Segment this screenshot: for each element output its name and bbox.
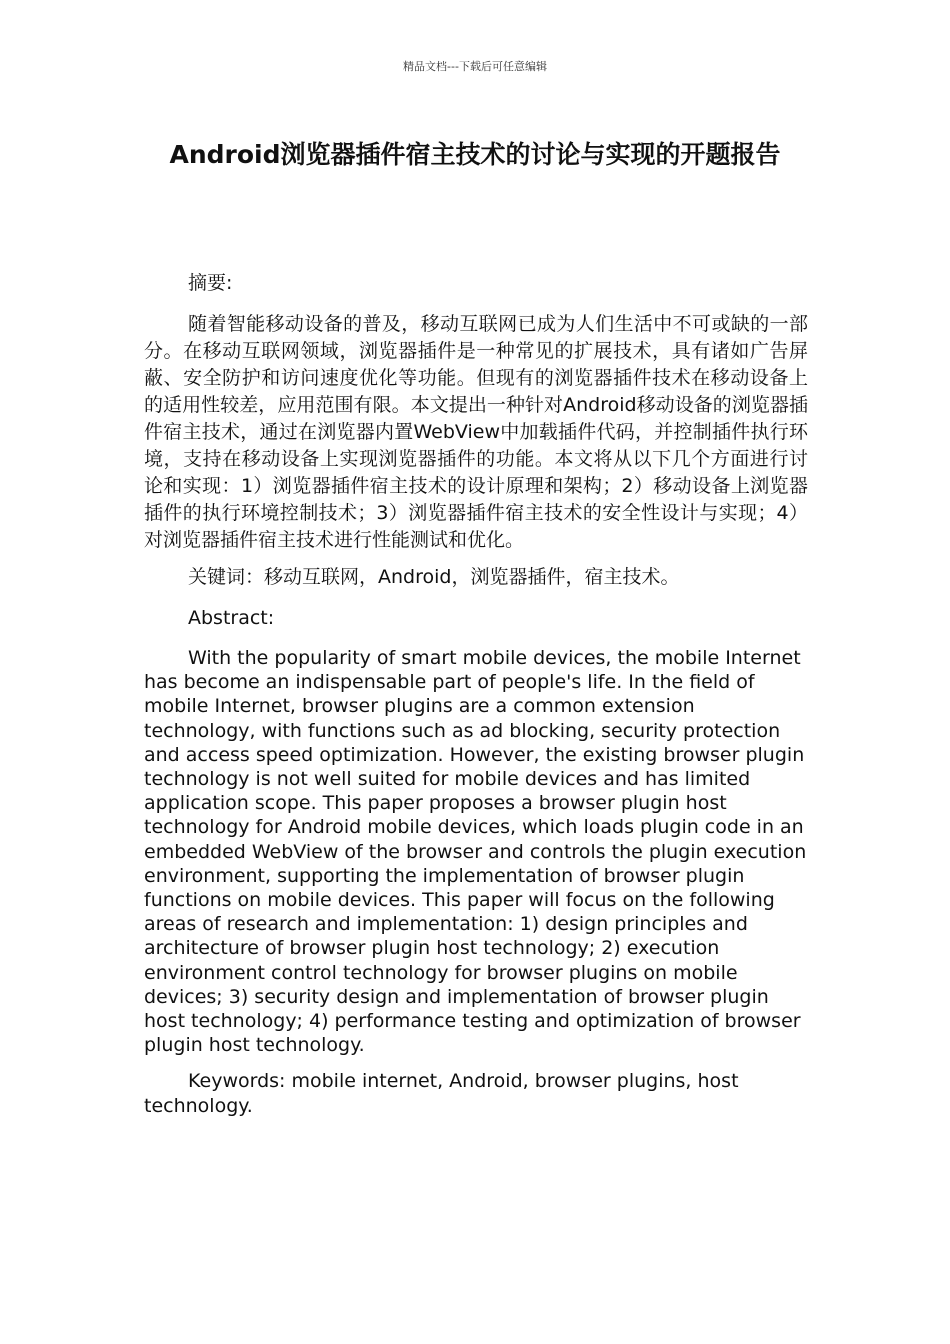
abstract-en-label: Abstract: — [188, 607, 275, 629]
keywords-cn: 关键词：移动互联网，Android，浏览器插件，宿主技术。 — [188, 566, 680, 588]
abstract-en-body: With the popularity of smart mobile devices, the mobile Internet has become an indispensable part of people's life. In the field of mobile Internet, browser plugins are a common extension technology, with functions such as ad blocking, security protection and access speed optimization. However, the existing browser plugin technology is not well suited for mobile devices and has limited application scope. This paper proposes a browser plugin host technology for Android mobile devices, which loads plugin code in an embedded WebView of the browser and controls the plugin execution environment, supporting the implementation of browser plugin functions on mobile devices. This paper will focus on the following areas of research and implementation: 1) design principles and architecture of browser plugin host technology; 2) execution environment control technology for browser plugins on mobile devices; 3) security design and implementation of browser plugin host technology; 4) performance testing and optimization of browser plugin host technology. — [144, 647, 807, 1057]
keywords-en: Keywords: mobile internet, Android, browser plugins, host technology. — [144, 1070, 739, 1117]
abstract-cn-label: 摘要: — [188, 272, 233, 294]
page-header: 精品文档---下载后可任意编辑 — [403, 60, 547, 73]
document-body — [144, 270, 808, 1130]
document-title: Android浏览器插件宿主技术的讨论与实现的开题报告 — [169, 140, 781, 169]
abstract-cn-body: 随着智能移动设备的普及，移动互联网已成为人们生活中不可或缺的一部分。在移动互联网领域，浏览器插件是一种常见的扩展技术，具有诸如广告屏蔽、安全防护和访问速度优化等功能。但现有的浏览器插件技术在移动设备上的适用性较差，应用范围有限。本文提出一种针对Android移动设备的浏览器插件宿主技术，通过在浏览器内置WebView中加载插件代码，并控制插件执行环境，支持在移动设备上实现浏览器插件的功能。本文将从以下几个方面进行讨论和实现：1）浏览器插件宿主技术的设计原理和架构；2）移动设备上浏览器插件的执行环境控制技术；3）浏览器插件宿主技术的安全性设计与实现；4）对浏览器插件宿主技术进行性能测试和优化。 — [144, 313, 808, 551]
